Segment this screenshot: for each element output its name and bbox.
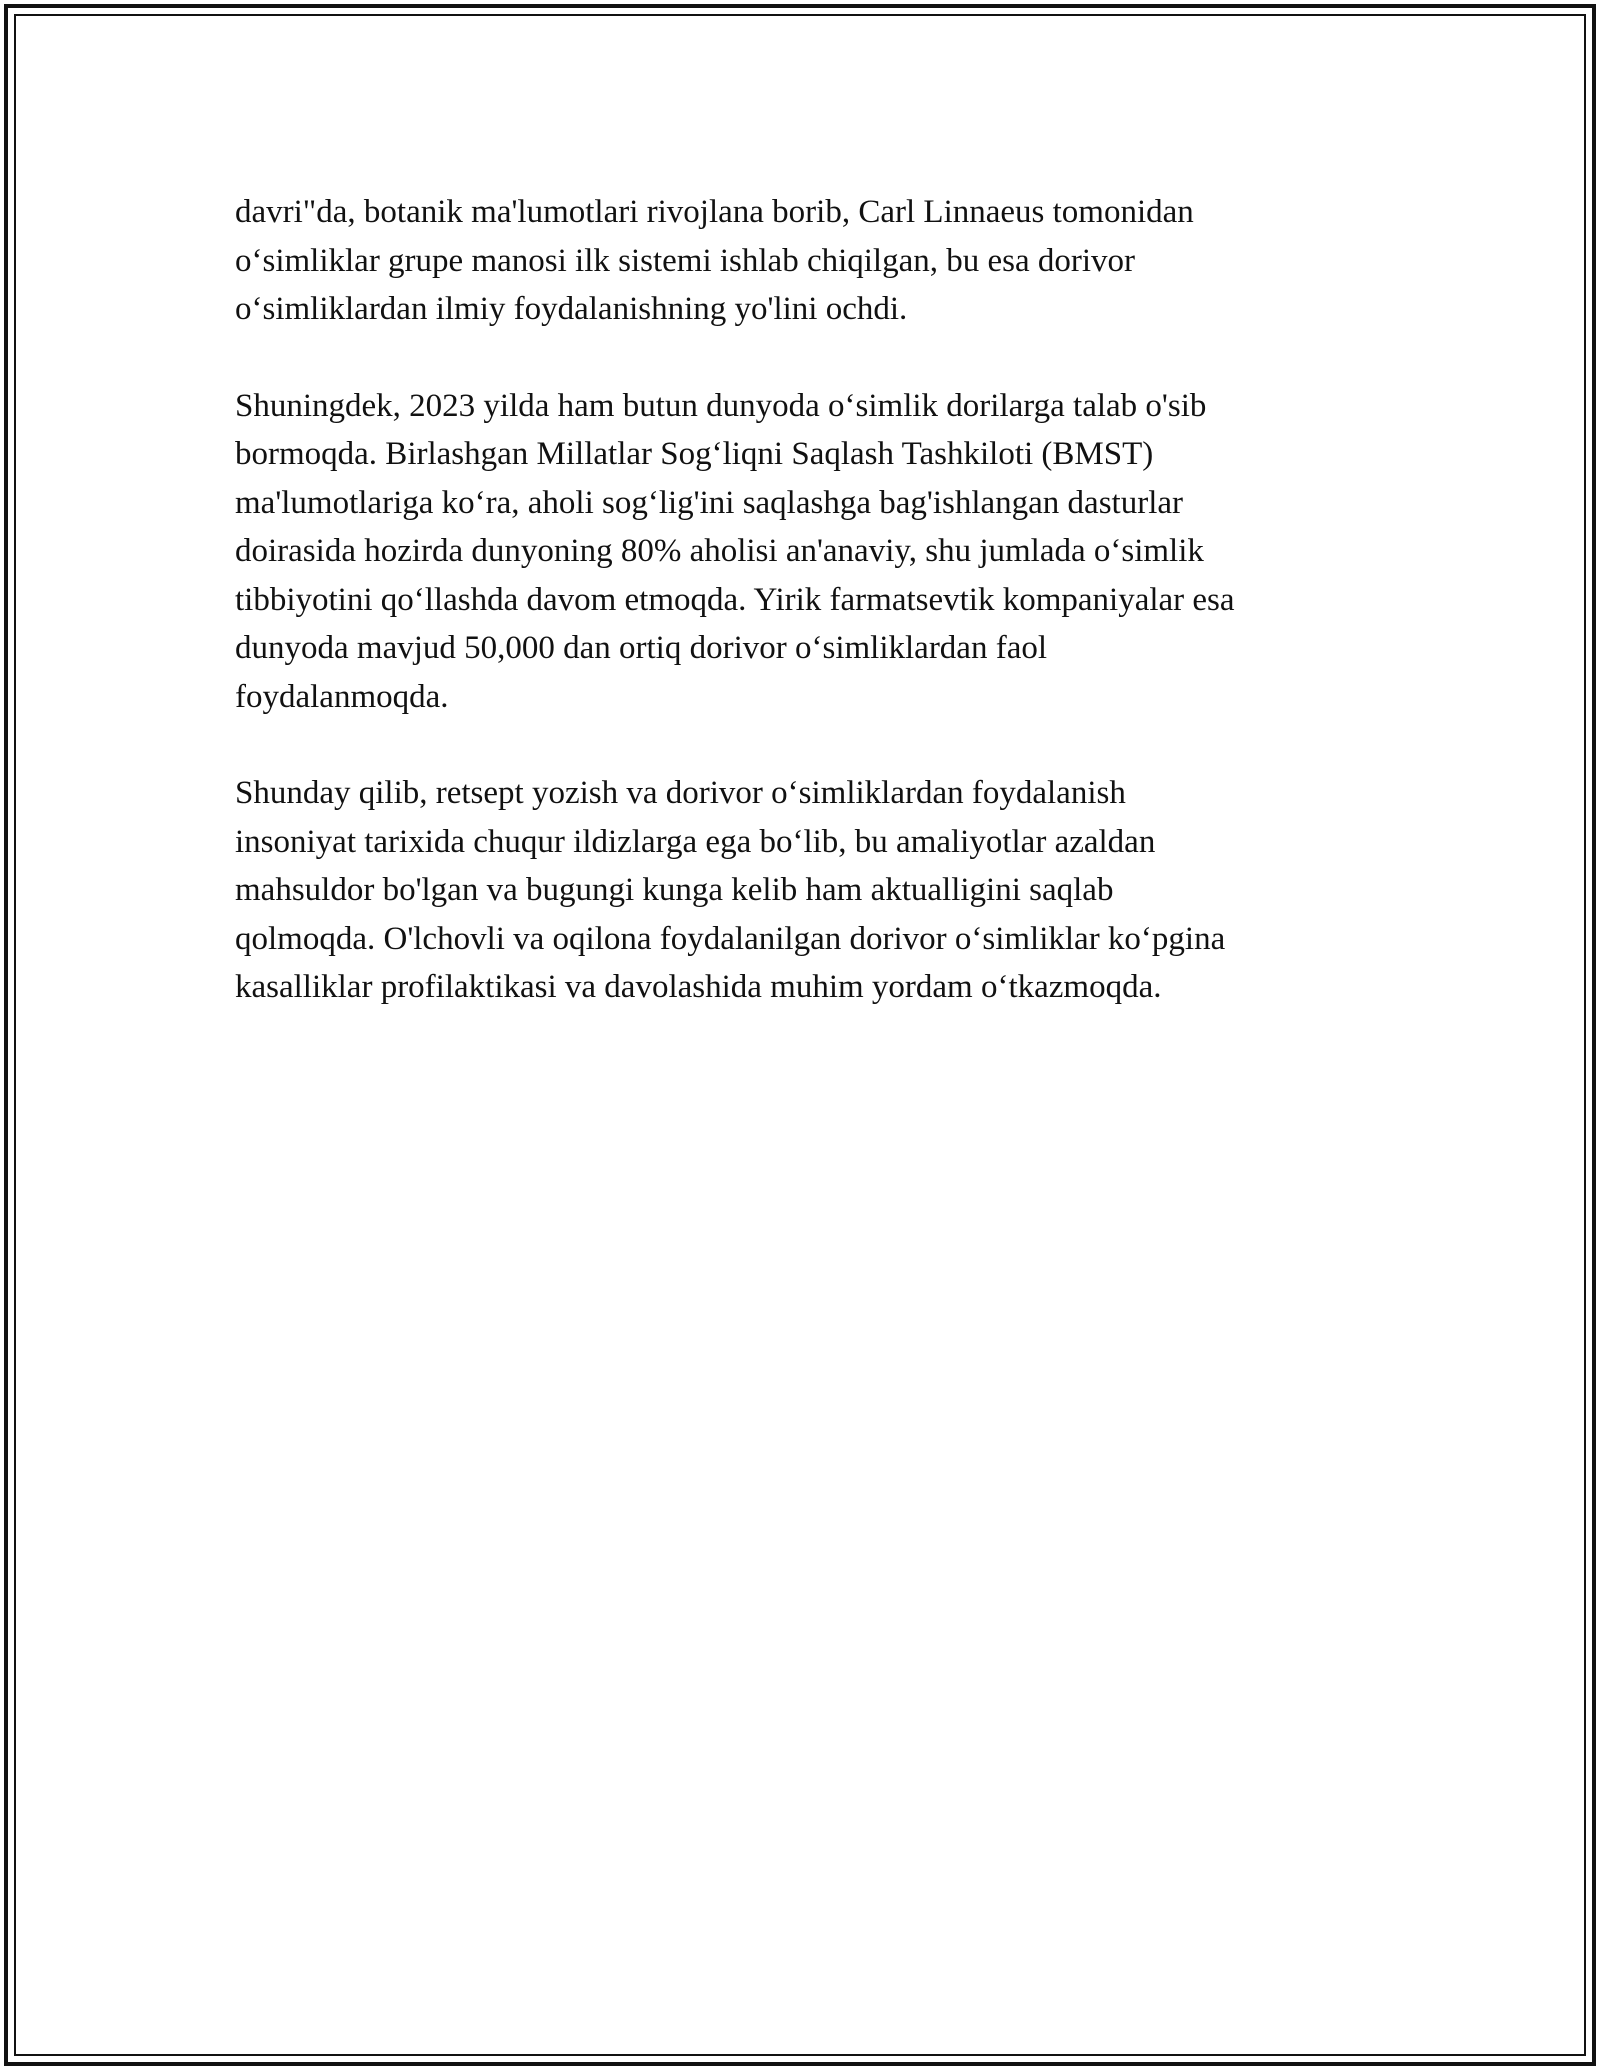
paragraph-2023-demand: Shuningdek, 2023 yilda ham butun dunyoda o‘simlik dorilarga talab o'sib bormoqda. Birlashgan Millatlar Sog‘liqni Saqlash Tashkiloti (BMST) ma'lumotlariga ko‘ra, aholi sog‘lig'ini saqlashga bag'ishlangan dasturlar doirasida hozirda dunyoning 80% aholisi an'anaviy, shu jumlada o‘simlik tibbiyotini qo‘llashda davom etmoqda. Yirik farmatsevtik kompaniyalar esa dunyoda mavjud 50,000 dan ortiq dorivor o‘simliklardan faol foydalanmoqda. [235, 387, 1235, 715]
document-body [235, 188, 1365, 1060]
paragraph-linnaeus: davri"da, botanik ma'lumotlari rivojlana borib, Carl Linnaeus tomonidan o‘simliklar grupe manosi ilk sistemi ishlab chiqilgan, bu esa dorivor o‘simliklardan ilmiy foydalanishning yo'lini ochdi. [235, 194, 1194, 327]
paragraph-conclusion: Shunday qilib, retsept yozish va dorivor o‘simliklardan foydalanish insoniyat tarixida chuqur ildizlarga ega bo‘lib, bu amaliyotlar azaldan mahsuldor bo'lgan va bugungi kunga kelib ham aktualligini saqlab qolmoqda. O'lchovli va oqilona foydalanilgan dorivor o‘simliklar ko‘pgina kasalliklar profilaktikasi va davolashida muhim yordam o‘tkazmoqda. [235, 775, 1226, 1005]
